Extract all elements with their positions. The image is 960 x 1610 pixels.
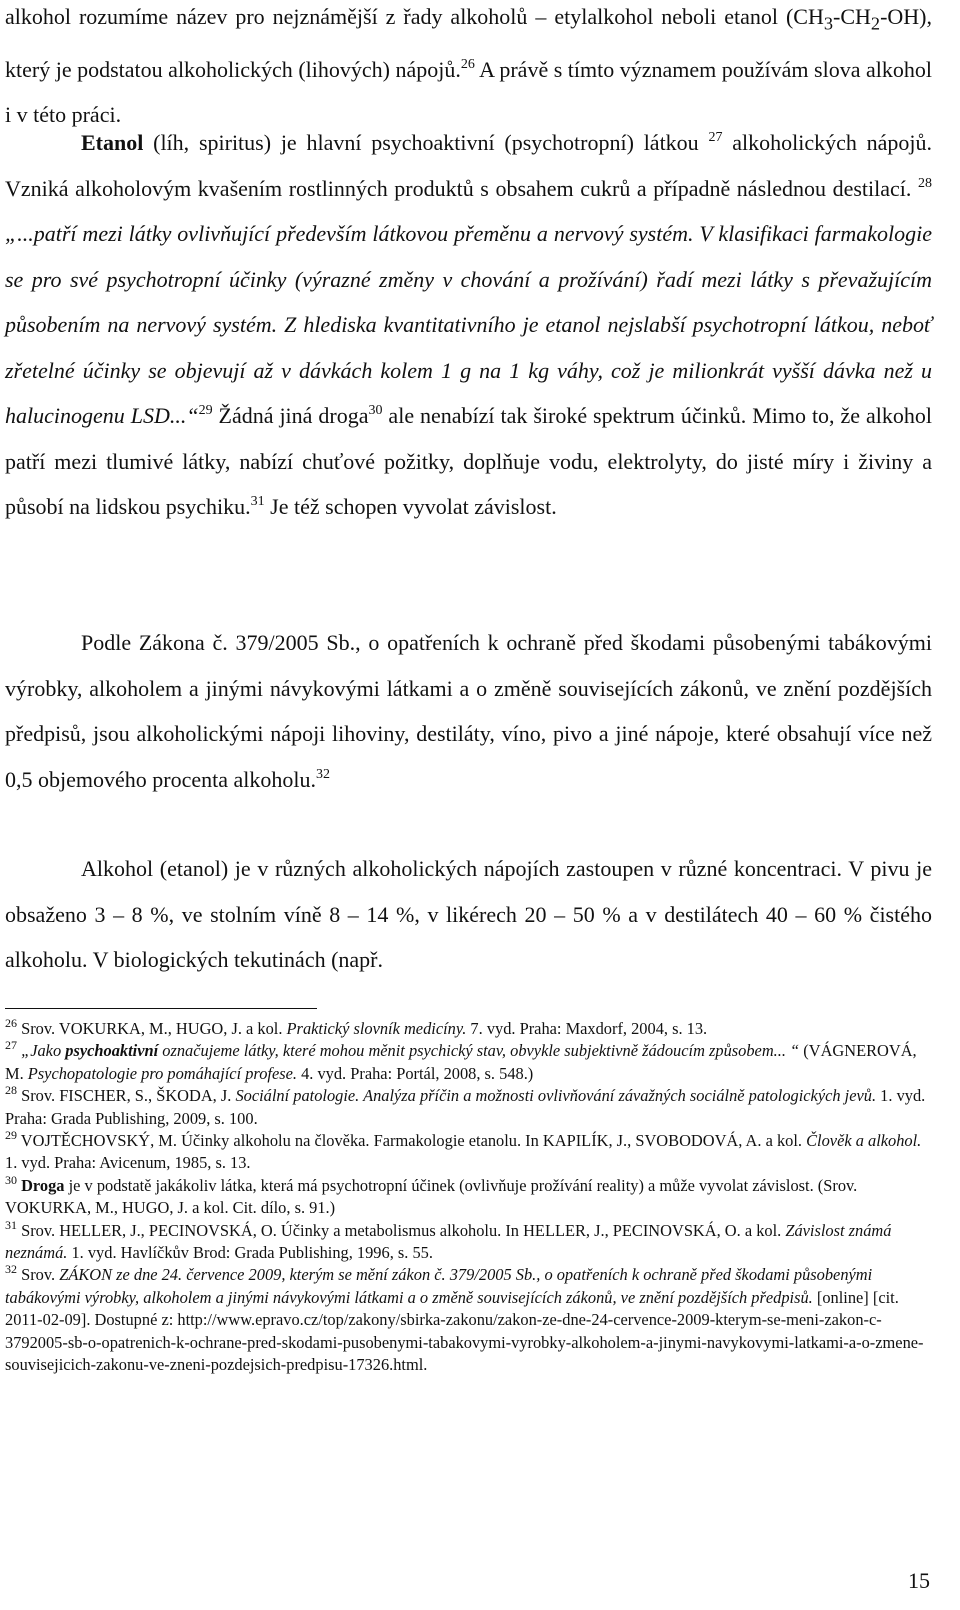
footnote-ref-29[interactable]: 29: [198, 403, 213, 418]
footnote-32-url: [online] [cit. 2011-02-09]. Dostupné z: http://www.epravo.cz/top/zakony/sbirka-zakonu/zakon-ze-dne-24-cervence-2009-kterym-se-meni-zakon-c-3792005-sb-o-opatrenich-k-ochrane-pred-skodami-pusobenymi-tabakovymi-vyrobky-alkoholem-a-jinymi-navykovymi-latkami-a-o-zmene-souvisejicich-zakonu-ve-zneni-pozdejsich-predpisu-17326.html.: [5, 1287, 924, 1375]
footnote-ref-27[interactable]: 27: [708, 130, 723, 145]
footnote-ref-28[interactable]: 28: [918, 175, 932, 191]
footnote-31: $^{31}$ Srov. HELLER, J., PECINOVSKÁ, O. Účinky a metabolismus alkoholu. In HELLER, J., PECINOVSKÁ, O. a kol. Závislost známá neznámá. 1. vyd. Havlíčkův Brod: Grada Publishing, 1996, s. 55.: [5, 1217, 892, 1263]
footnote-ref-32[interactable]: 32: [315, 766, 330, 782]
term-etanol: Etanol: [81, 130, 144, 155]
paragraph-koncentrace: Alkohol (etanol) je v různých alkoholických nápojích zastoupen v různé koncentraci. V pivu je obsaženo 3 – 8 %, ve stolním víně 8 – 14 %, v likérech 20 – 50 % a v destilátech 40 – 60 % čistého alkoholu. V biologických tekutinách (např.: [5, 856, 932, 972]
footnote-ref-26[interactable]: 26: [460, 56, 475, 72]
footnote-26: $^{26}$ Srov. VOKURKA, M., HUGO, J. a kol. Praktický slovník medicíny. 7. vyd. Praha: Maxdorf, 2004, s. 13.: [5, 1016, 708, 1038]
footnote-32: $^{32}$ Srov. ZÁKON ze dne 24. července 2009, kterým se mění zákon č. 379/2005 Sb., o opatřeních k ochraně před škodami působenými tabákovými výrobky, alkoholem a jinými návykovými látkami a o změně souvisejících zákonů, ve znění pozdějších předpisů. [online] [cit. 2011-02-09]. Dostupné z: http://www.epravo.cz/top/zakony/sbirka-zakonu/zakon-ze-dne-24-cervence-2009-kterym-se-meni-zakon-c-3792005-sb-o-opatrenich-k-ochrane-pred-skodami-pusobenymi-tabakovymi-vyrobky-alkoholem-a-jinymi-navykovymi-latkami-a-o-zmene-souvisejicich-zakonu-ve-zneni-pozdejsich-predpisu-17326.html.: [5, 1262, 924, 1375]
paragraph-alkohol-definition: alkohol rozumíme název pro nejznámější z řady alkoholů – etylalkohol neboli etanol $(CH_3-CH_2-OH)$, který je podstatou alkoholických (lihových) nápojů.$^{26}$ A právě s tímto významem používám slova alkohol i v této práci.: [5, 4, 933, 128]
paragraph-zakon: Podle Zákona č. 379/2005 Sb., o opatřeních k ochraně před škodami působenými tabákovými výrobky, alkoholem a jinými návykovými látkami a o změně souvisejících zákonů, ve znění pozdějších předpisů, jsou alkoholickými nápoji lihoviny, destiláty, víno, pivo a jiné nápoje, které obsahují více než 0,5 objemového procenta alkoholu.$^{32}$: [5, 630, 932, 792]
quotation: „...patří mezi látky ovlivňující především látkovou přeměnu a nervový systém. V klasifikaci farmakologie se pro své psychotropní účinky (výrazné změny v chování a prožívání) řadí mezi látky s převažujícím působením na nervový systém. Z hlediska kvantitativního je etanol nejslabší psychotropní látkou, neboť zřetelné účinky se objevují až v dávkách kolem 1 g na 1 kg váhy, což je milionkrát vyšší dávka než u halucinogenu LSD...“: [5, 221, 932, 428]
paragraph-etanol: Etanol (líh, spiritus) je hlavní psychoaktivní (psychotropní) látkou $^{27}$ alkoholických nápojů. Vzniká alkoholovým kvašením rostlinných produktů s obsahem cukrů a případně následnou destilací. $^{28}$ „...patří mezi látky ovlivňující především látkovou přeměnu a nervový systém. V klasifikaci farmakologie se pro své psychotropní účinky (výrazné změny v chování a prožívání) řadí mezi látky s převažujícím působením na nervový systém. Z hlediska kvantitativního je etanol nejslabší psychotropní látkou, neboť zřetelné účinky se objevují až v dávkách kolem 1 g na 1 kg váhy, což je milionkrát vyšší dávka než u halucinogenu LSD...“$^{29}$ Žádná jiná droga$^{30}$ ale nenabízí tak široké spektrum účinků. Mimo to, že alkohol patří mezi tlumivé látky, nabízí chuťové požitky, doplňuje vodu, elektrolyty, do jisté míry i živiny a působí na lidskou psychiku.$^{31}$ Je též schopen vyvolat závislost.: [5, 130, 932, 519]
footnotes: [5, 1018, 932, 1377]
footnote-28: $^{28}$ Srov. FISCHER, S., ŠKODA, J. Sociální patologie. Analýza příčin a možnosti ovlivňování závažných sociálně patologických jevů. 1. vyd. Praha: Grada Publishing, 2009, s. 100.: [5, 1083, 926, 1128]
page-number: 15: [908, 1568, 930, 1593]
footnote-27: $^{27}$ „Jako psychoaktivní označujeme látky, které mohou měnit psychický stav, obvykle subjektivně žádoucím způsobem... “ (VÁGNEROVÁ, M. Psychopatologie pro pomáhající profese. 4. vyd. Praha: Portál, 2008, s. 548.): [5, 1038, 917, 1083]
footnote-30: $^{30}$ Droga je v podstatě jakákoliv látka, která má psychotropní účinek (ovlivňuje prožívání reality) a může vyvolat závislost. (Srov. VOKURKA, M., HUGO, J. a kol. Cit. dílo, s. 91.): [5, 1172, 858, 1218]
footnote-divider: [5, 1008, 317, 1009]
footnote-ref-31[interactable]: 31: [250, 494, 265, 509]
footnote-ref-30[interactable]: 30: [368, 403, 383, 418]
footnote-29: $^{29}$ VOJTĚCHOVSKÝ, M. Účinky alkoholu na člověka. Farmakologie etanolu. In KAPILÍK, J., SVOBODOVÁ, A. a kol. Člověk a alkohol. 1. vyd. Praha: Avicenum, 1985, s. 13.: [5, 1128, 922, 1173]
